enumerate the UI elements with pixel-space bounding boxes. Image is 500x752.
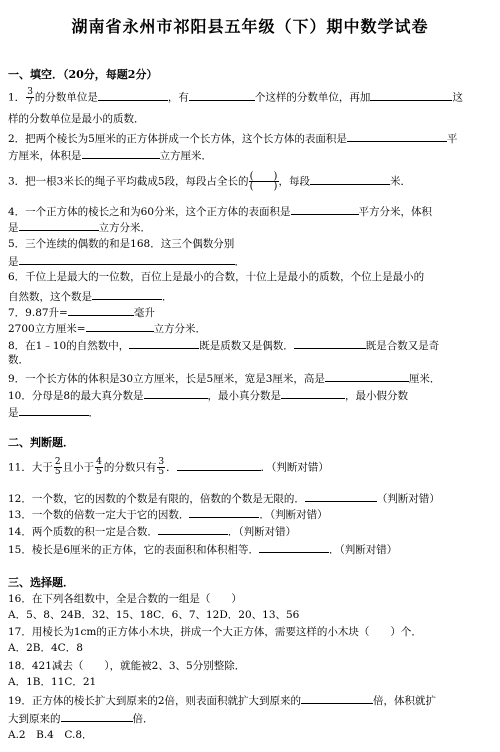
blank[interactable] — [347, 130, 447, 142]
blank[interactable] — [189, 506, 259, 518]
fraction-2-5: $\frac{2}{5}$ — [54, 457, 61, 477]
blank[interactable] — [144, 387, 208, 399]
question-12: 12．一个数，它的因数的个数是有限的，倍数的个数是无限的． （判断对错） — [8, 490, 494, 506]
fraction-3-5: $\frac{3}{5}$ — [158, 457, 165, 477]
blank[interactable] — [61, 710, 133, 722]
blank[interactable] — [98, 89, 168, 101]
question-19: 19．正方体的棱长扩大到原来的2倍，则表面积就扩大到原来的 倍，体积就扩 — [8, 692, 494, 708]
blank[interactable] — [19, 404, 89, 416]
blank[interactable] — [68, 304, 134, 316]
question-13: 13．一个数的倍数一定大于它的因数． ．（判断对错） — [8, 506, 494, 522]
blank[interactable] — [158, 523, 228, 535]
question-18-options: A．1B．11C．21 — [8, 676, 97, 688]
question-10-line-2: 是 ． — [8, 404, 494, 420]
blank[interactable] — [86, 320, 154, 332]
blank[interactable] — [294, 337, 366, 349]
question-11: 11．大于 $\frac{2}{5}$ 且小于 $\frac{4}{5}$ 的分数只有 $\frac{3}{5}$ ． ．（判断对错） — [8, 457, 329, 477]
question-8-line-2: 数． — [8, 354, 29, 366]
question-3: 3．把一根3米长的绳子平均截成5段，每段占全长的 ( ) ( ) ，每段 米． — [8, 171, 412, 192]
question-6-line-2: 自然数，这个数是 ． — [8, 288, 494, 304]
question-7-line-2: 2700立方厘米= 立方分米． — [8, 320, 494, 336]
blank[interactable] — [281, 387, 345, 399]
question-4: 4．一个正方体的棱长之和为60分米，这个正方体的表面积是 平方分米，体积 — [8, 203, 494, 219]
fraction-3-7: $\frac{3}{7}$ — [27, 87, 33, 107]
blank[interactable] — [19, 219, 99, 231]
blank[interactable] — [259, 541, 329, 553]
question-1: 1． $\frac{3}{7}$ 的分数单位是 ，有 个这样的分数单位，再加 这 — [8, 87, 463, 107]
page-title: 湖南省永州市祁阳县五年级（下）期中数学试卷 — [71, 17, 429, 36]
question-9: 9．一个长方体的体积是30立方厘米，长是5厘米，宽是3厘米，高是 厘米． — [8, 370, 494, 386]
blank[interactable] — [129, 337, 199, 349]
question-1-line-2: 样的分数单位是最小的质数． — [8, 113, 145, 125]
question-17-options: A．2B．4C．8 — [8, 642, 83, 654]
fraction-blank[interactable]: ( ) ( ) — [249, 171, 278, 192]
question-2-line-2: 方厘米，体积是 立方厘米． — [8, 147, 494, 163]
blank[interactable] — [82, 147, 160, 159]
question-16-options: A．5、8、24B．32、15、18C．6、7、12D．20、13、56 — [8, 609, 300, 621]
question-6: 6．千位上是最大的一位数，百位上是最小的合数，十位上是最小的质数，个位上是最小的 — [8, 271, 425, 283]
blank[interactable] — [189, 89, 255, 101]
question-15: 15．棱长是6厘米的正方体，它的表面积和体积相等． ．（判断对错） — [8, 541, 494, 557]
question-5: 5．三个连续的偶数的和是168．这三个偶数分别 — [8, 238, 235, 250]
question-19-options: A.2 B.4 C.8． — [8, 729, 93, 741]
question-18: 18．421减去（ ），就能被2、3、5分别整除． — [8, 660, 246, 672]
blank[interactable] — [305, 490, 377, 502]
question-2: 2．把两个棱长为5厘米的正方体拼成一个长方体，这个长方体的表面积是 平 — [8, 130, 494, 146]
fraction-4-5: $\frac{4}{5}$ — [96, 457, 102, 477]
blank[interactable] — [19, 253, 235, 265]
blank[interactable] — [92, 288, 162, 300]
question-17: 17．用棱长为1cm的正方体小木块，拼成一个大正方体，需要这样的小木块（ ）个． — [8, 626, 422, 638]
blank[interactable] — [325, 370, 409, 382]
question-16: 16．在下列各组数中，全是合数的一组是（ ） — [8, 593, 242, 605]
question-5-line-2: 是 ． — [8, 253, 494, 269]
question-14: 14．两个质数的积一定是合数． ．（判断对错） — [8, 523, 494, 539]
question-10: 10．分母是8的最大真分数是 ，最小真分数是 ，最小假分数 — [8, 387, 494, 403]
blank[interactable] — [370, 89, 452, 101]
section-choice-heading: 三、选择题． — [8, 576, 74, 589]
blank[interactable] — [177, 459, 261, 471]
section-judge-heading: 二、判断题． — [8, 436, 74, 449]
blank[interactable] — [301, 692, 373, 704]
section-fill-heading: 一、填空．（20分，每题2分） — [8, 68, 158, 81]
question-19-line-2: 大到原来的 倍． — [8, 710, 494, 726]
question-7: 7．9.87升= 毫升 — [8, 304, 494, 320]
blank[interactable] — [310, 173, 390, 185]
question-8: 8．在1﹣10的自然数中， 既是质数又是偶数． 既是合数又是奇 — [8, 337, 494, 353]
question-4-line-2: 是 立方分米． — [8, 219, 494, 235]
blank[interactable] — [291, 203, 359, 215]
